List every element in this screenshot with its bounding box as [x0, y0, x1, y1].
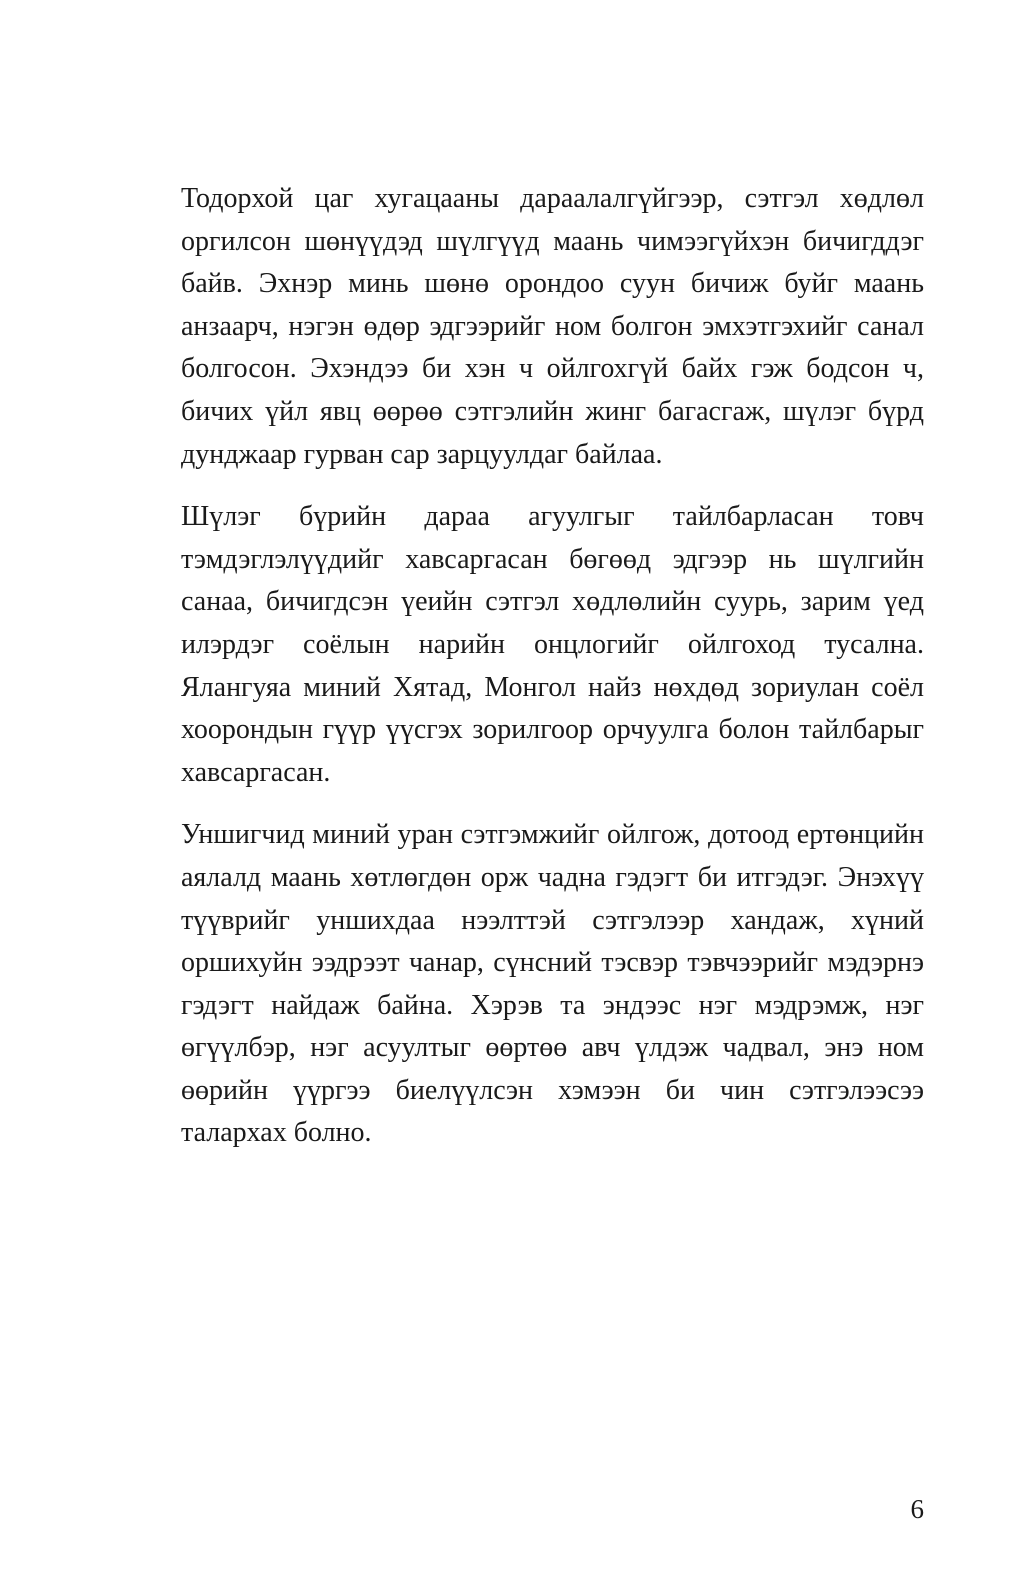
paragraph-1: Тодорхой цаг хугацааны дараалалгүйгээр, сэтгэл хөдлөл оргилсон шөнүүдэд шүлгүүд маань чимээгүйхэн бичигддэг байв. Эхнэр минь шөнө орондоо суун бичиж буйг маань анзаарч, нэгэн өдөр эдгээрийг ном болгон эмхэтгэхийг санал болгосон. Эхэндээ би хэн ч ойлгохгүй байх гэж бодсон ч, бичих үйл явц өөрөө сэтгэлийн жинг багасгаж, шүлэг бүрд дунджаар гурван сар зарцуулдаг байлаа. — [181, 183, 924, 470]
paragraph-3: Уншигчид миний уран сэтгэмжийг ойлгож, дотоод ертөнцийн аялалд маань хөтлөгдөн орж чадна гэдэгт би итгэдэг. Энэхүү түүврийг уншихдаа нээлттэй сэтгэлээр хандаж, хүний оршихуйн ээдрээт чанар, сүнсний тэсвэр тэвчээрийг мэдэрнэ гэдэгт найдаж байна. Хэрэв та эндээс нэг мэдрэмж, нэг өгүүлбэр, нэг асуултыг өөртөө авч үлдэж чадвал, энэ ном өөрийн үүргээ биелүүлсэн хэмээн би чин сэтгэлээсээ талархах болно. — [181, 819, 924, 1149]
paragraph-2: Шүлэг бүрийн дараа агуулгыг тайлбарласан товч тэмдэглэлүүдийг хавсаргасан бөгөөд эдгээр нь шүлгийн санаа, бичигдсэн үеийн сэтгэл хөдлөлийн суурь, зарим үед илэрдэг соёлын нарийн онцлогийг ойлгоход тусална. Ялангуяа миний Хятад, Монгол найз нөхдөд зориулан соёл хоорондын гүүр үүсгэх зорилгоор орчуулга болон тайлбарыг хавсаргасан. — [181, 501, 924, 788]
body-text — [181, 178, 924, 1175]
page-number: 6 — [910, 1494, 924, 1524]
